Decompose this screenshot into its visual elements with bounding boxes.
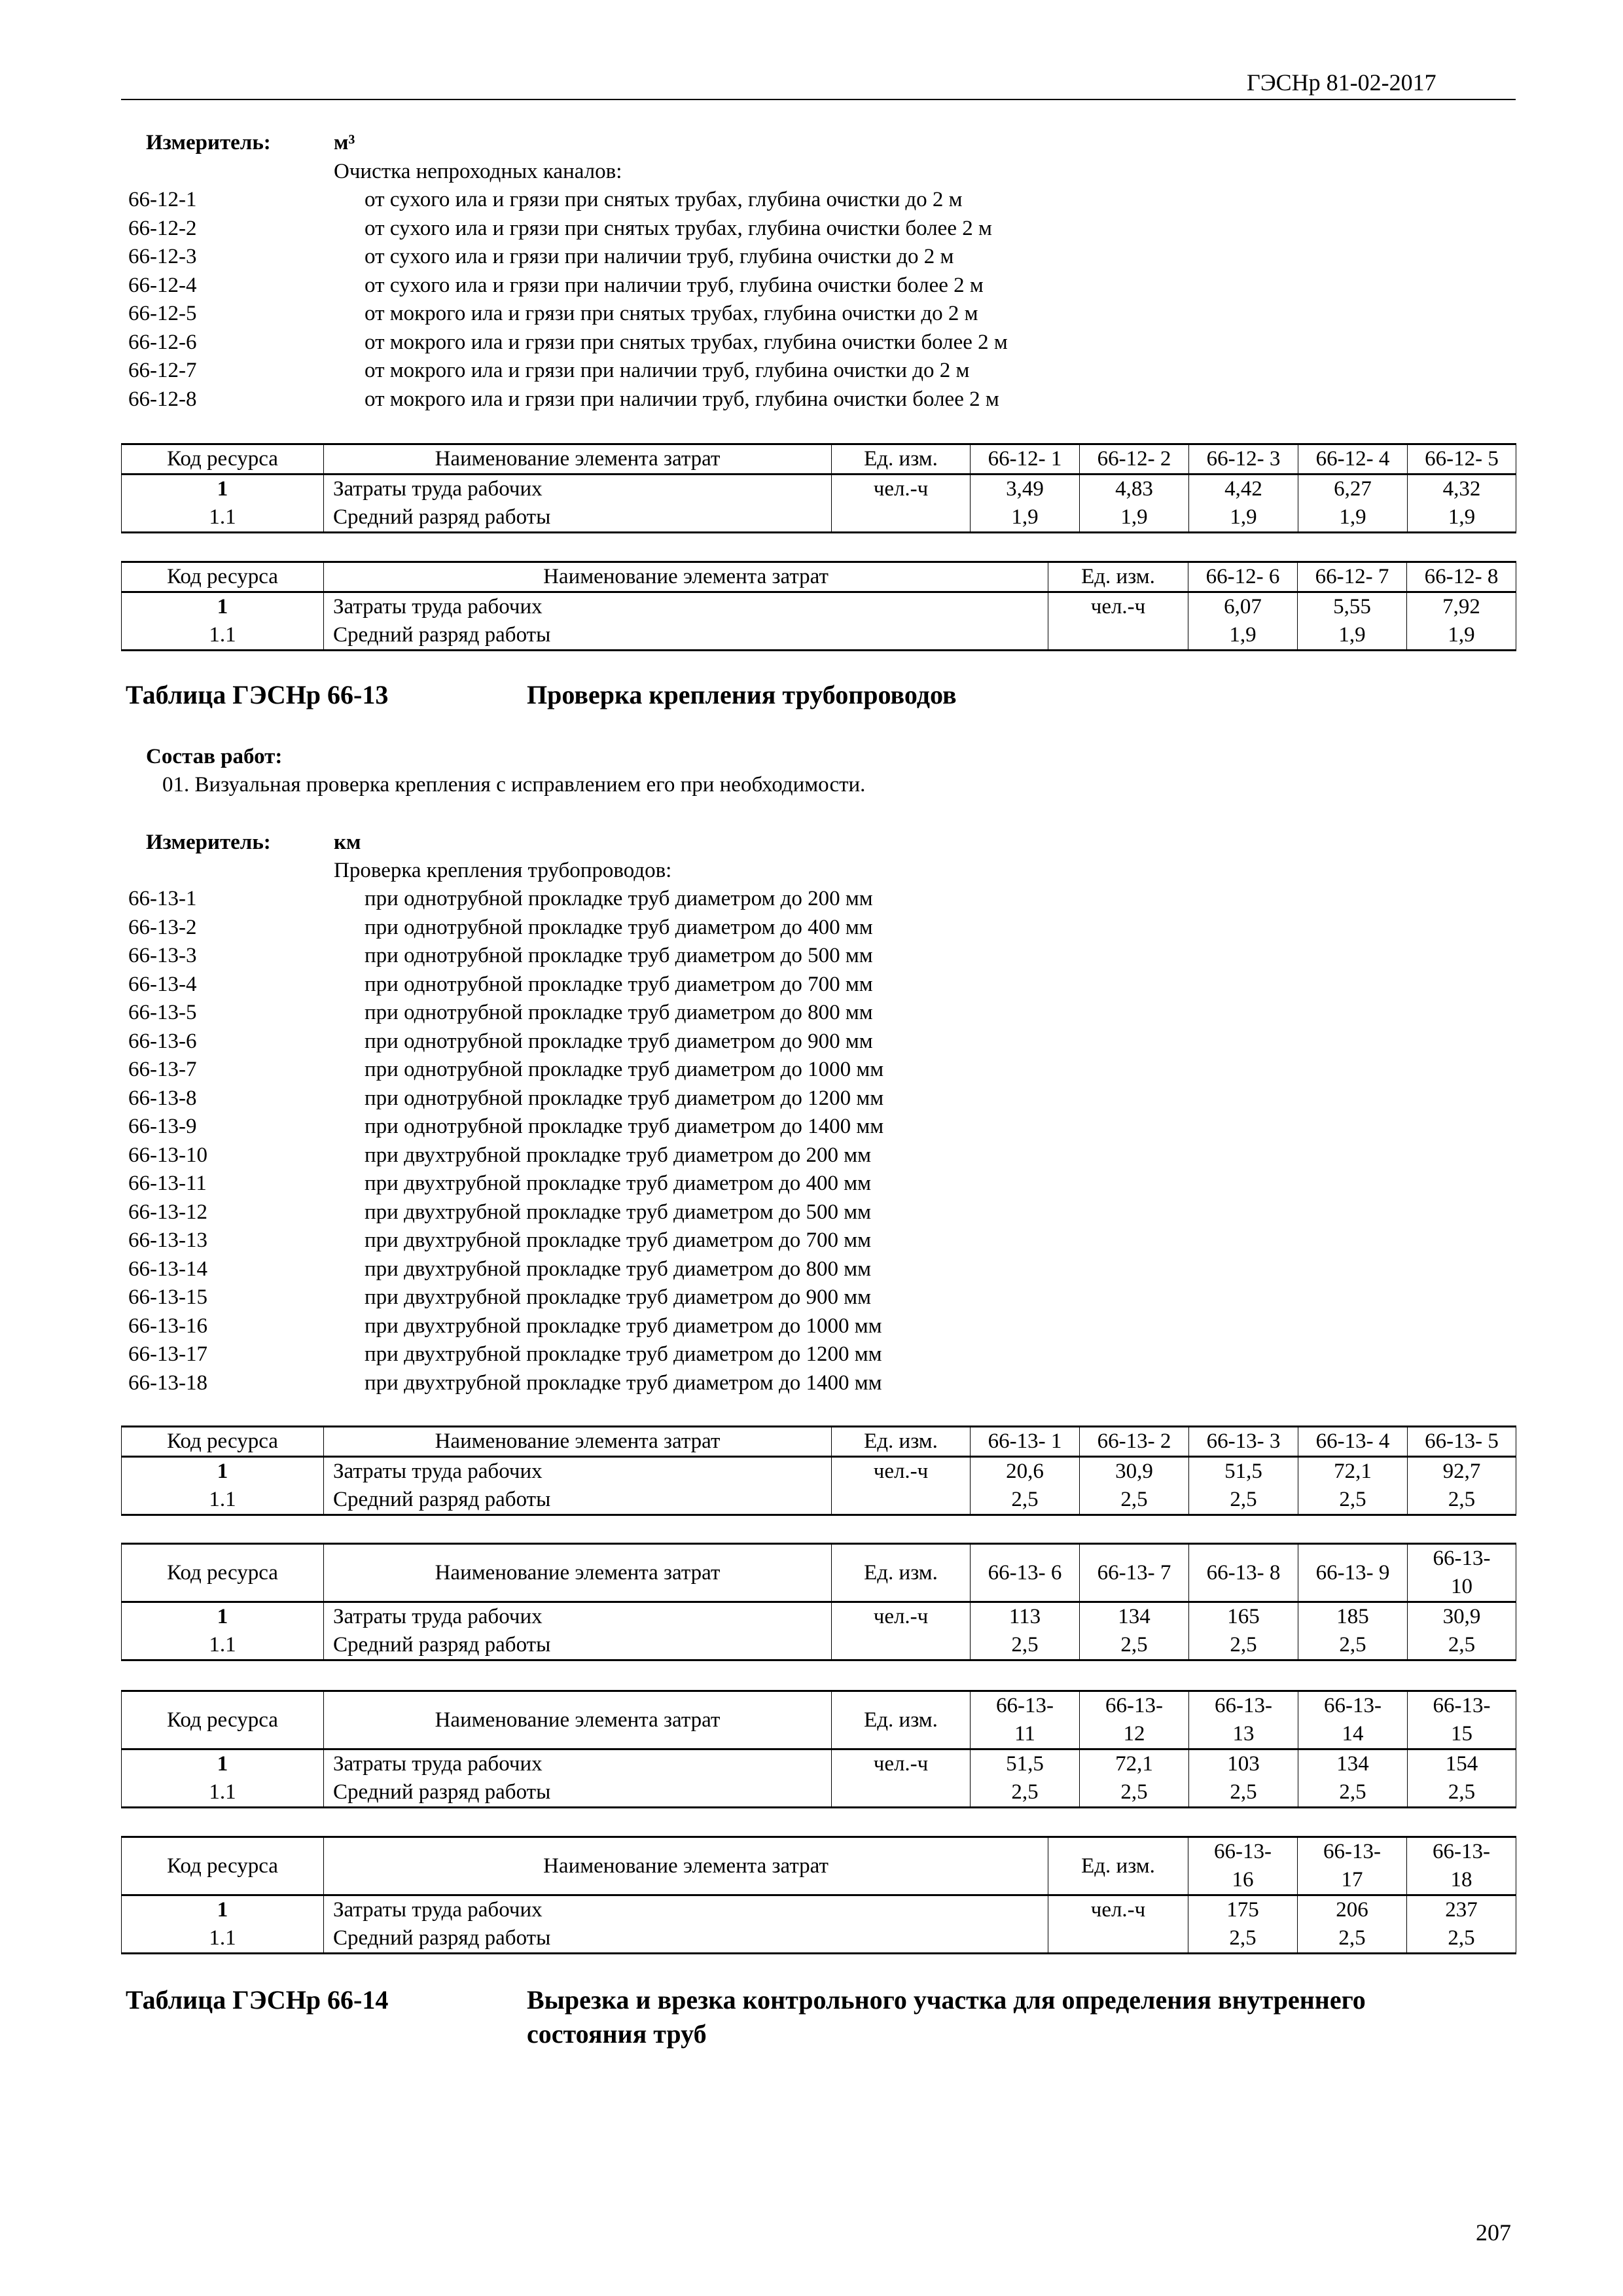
column-header-norm: 66-13- 16 xyxy=(1188,1837,1298,1895)
resource-name: Средний разряд работы xyxy=(324,1486,832,1515)
item-description: при двухтрубной прокладке труб диаметром до 200 мм xyxy=(365,1143,872,1167)
column-header-norm: 66-12- 6 xyxy=(1188,562,1298,592)
norm-value: 2,5 xyxy=(1080,1778,1189,1808)
column-header-norm: 66-13- 10 xyxy=(1408,1544,1516,1602)
norm-value: 1,9 xyxy=(1189,503,1298,533)
item-code: 66-12-8 xyxy=(128,387,197,411)
item-description: при двухтрубной прокладке труб диаметром до 900 мм xyxy=(365,1285,872,1309)
group-title: Очистка непроходных каналов: xyxy=(334,160,622,183)
item-description: при двухтрубной прокладке труб диаметром до 500 мм xyxy=(365,1200,872,1224)
resource-unit: чел.-ч xyxy=(832,475,971,504)
resource-code: 1.1 xyxy=(122,1486,324,1515)
item-code: 66-13-7 xyxy=(128,1058,197,1081)
item-code: 66-13-10 xyxy=(128,1143,207,1167)
column-header-name: Наименование элемента затрат xyxy=(324,1691,832,1749)
header-divider xyxy=(121,99,1516,100)
column-header-unit: Ед. изм. xyxy=(832,1427,971,1457)
table-header-row xyxy=(122,1691,1516,1749)
norm-value: 2,5 xyxy=(1189,1778,1298,1808)
column-header-norm: 66-13- 18 xyxy=(1407,1837,1516,1895)
norm-value: 30,9 xyxy=(1408,1602,1516,1632)
table-header-row xyxy=(122,444,1516,475)
norm-value: 2,5 xyxy=(971,1778,1080,1808)
norm-value: 4,42 xyxy=(1189,475,1298,504)
item-description: от сухого ила и грязи при наличии труб, глубина очистки более 2 м xyxy=(365,273,984,297)
norm-value: 51,5 xyxy=(1189,1457,1298,1486)
column-header-norm: 66-13- 6 xyxy=(971,1544,1080,1602)
table-label-66-13: Таблица ГЭСНр 66-13 xyxy=(126,680,389,709)
item-description: от мокрого ила и грязи при наличии труб, глубина очистки более 2 м xyxy=(365,387,999,411)
resource-table-66-13-b xyxy=(121,1543,1516,1661)
column-header-name: Наименование элемента затрат xyxy=(324,1427,832,1457)
column-header-unit: Ед. изм. xyxy=(1048,1837,1188,1895)
labor-cost-row xyxy=(122,1749,1516,1779)
resource-unit: чел.-ч xyxy=(832,1749,971,1779)
column-header-norm: 66-13- 8 xyxy=(1189,1544,1298,1602)
norm-value: 113 xyxy=(971,1602,1080,1632)
norm-value: 2,5 xyxy=(1189,1486,1298,1515)
measure-unit: км xyxy=(334,831,361,854)
item-description: от мокрого ила и грязи при наличии труб, глубина очистки до 2 м xyxy=(365,359,970,382)
column-header-name: Наименование элемента затрат xyxy=(324,562,1048,592)
table-label-66-14: Таблица ГЭСНр 66-14 xyxy=(126,1985,389,2015)
norm-value: 2,5 xyxy=(1408,1631,1516,1660)
labor-cost-row xyxy=(122,1457,1516,1486)
column-header-unit: Ед. изм. xyxy=(832,444,971,475)
resource-table-66-13-d xyxy=(121,1836,1516,1954)
resource-name: Средний разряд работы xyxy=(324,503,832,533)
norm-value: 1,9 xyxy=(971,503,1080,533)
resource-name: Средний разряд работы xyxy=(324,1778,832,1808)
measure-label: Измеритель: xyxy=(146,831,271,854)
norm-value: 2,5 xyxy=(1408,1778,1516,1808)
item-description: при двухтрубной прокладке труб диаметром до 400 мм xyxy=(365,1172,872,1195)
column-header-norm: 66-13- 5 xyxy=(1408,1427,1516,1457)
resource-name: Затраты труда рабочих xyxy=(324,592,1048,622)
norm-value: 51,5 xyxy=(971,1749,1080,1779)
column-header-unit: Ед. изм. xyxy=(832,1544,971,1602)
item-description: при двухтрубной прокладке труб диаметром до 800 мм xyxy=(365,1257,872,1281)
resource-table-66-13-a xyxy=(121,1426,1516,1516)
column-header-name: Наименование элемента затрат xyxy=(324,1544,832,1602)
item-description: при однотрубной прокладке труб диаметром до 700 мм xyxy=(365,972,873,996)
column-header-norm: 66-13- 4 xyxy=(1298,1427,1408,1457)
item-code: 66-13-16 xyxy=(128,1314,207,1338)
resource-unit xyxy=(1048,1924,1188,1954)
item-code: 66-12-1 xyxy=(128,188,197,211)
item-code: 66-13-18 xyxy=(128,1371,207,1395)
resource-table-66-12-a xyxy=(121,443,1516,533)
column-header-code: Код ресурса xyxy=(122,444,324,475)
item-description: при однотрубной прокладке труб диаметром до 400 мм xyxy=(365,915,873,939)
resource-name: Затраты труда рабочих xyxy=(324,1895,1048,1925)
item-description: при двухтрубной прокладке труб диаметром до 1200 мм xyxy=(365,1342,882,1366)
table-title-66-14-line1: Вырезка и врезка контрольного участка для определения внутреннего xyxy=(527,1985,1366,2015)
item-code: 66-13-6 xyxy=(128,1029,197,1053)
table-header-row xyxy=(122,1427,1516,1457)
norm-value: 2,5 xyxy=(971,1486,1080,1515)
item-description: при однотрубной прокладке труб диаметром до 1000 мм xyxy=(365,1058,884,1081)
labor-cost-row xyxy=(122,475,1516,504)
resource-name: Средний разряд работы xyxy=(324,1924,1048,1954)
resource-unit: чел.-ч xyxy=(832,1602,971,1632)
item-code: 66-13-3 xyxy=(128,944,197,967)
column-header-code: Код ресурса xyxy=(122,562,324,592)
column-header-norm: 66-12- 8 xyxy=(1407,562,1516,592)
labor-cost-row xyxy=(122,1895,1516,1925)
column-header-norm: 66-12- 7 xyxy=(1298,562,1407,592)
column-header-norm: 66-13- 12 xyxy=(1080,1691,1189,1749)
resource-code: 1.1 xyxy=(122,1631,324,1660)
item-code: 66-13-11 xyxy=(128,1172,207,1195)
resource-code: 1.1 xyxy=(122,1778,324,1808)
column-header-code: Код ресурса xyxy=(122,1691,324,1749)
item-code: 66-13-2 xyxy=(128,915,197,939)
item-description: при однотрубной прокладке труб диаметром до 200 мм xyxy=(365,887,873,910)
item-description: при двухтрубной прокладке труб диаметром до 1000 мм xyxy=(365,1314,882,1338)
norm-value: 92,7 xyxy=(1408,1457,1516,1486)
measure-unit: м³ xyxy=(334,131,355,154)
norm-value: 72,1 xyxy=(1298,1457,1408,1486)
item-code: 66-13-4 xyxy=(128,972,197,996)
column-header-norm: 66-13- 3 xyxy=(1189,1427,1298,1457)
column-header-norm: 66-13- 1 xyxy=(971,1427,1080,1457)
column-header-name: Наименование элемента затрат xyxy=(324,444,832,475)
norm-value: 2,5 xyxy=(1188,1924,1298,1954)
item-code: 66-13-17 xyxy=(128,1342,207,1366)
average-grade-row xyxy=(122,1631,1516,1660)
resource-code: 1 xyxy=(122,592,324,622)
norm-value: 1,9 xyxy=(1080,503,1189,533)
column-header-norm: 66-12- 4 xyxy=(1298,444,1408,475)
column-header-norm: 66-12- 2 xyxy=(1080,444,1189,475)
average-grade-row xyxy=(122,1924,1516,1954)
labor-cost-row xyxy=(122,592,1516,622)
average-grade-row xyxy=(122,1778,1516,1808)
norm-value: 7,92 xyxy=(1407,592,1516,622)
item-description: при однотрубной прокладке труб диаметром до 1400 мм xyxy=(365,1115,884,1138)
table-title-66-13: Проверка крепления трубопроводов xyxy=(527,680,957,709)
item-code: 66-12-3 xyxy=(128,245,197,268)
column-header-norm: 66-13- 15 xyxy=(1408,1691,1516,1749)
resource-unit: чел.-ч xyxy=(1048,592,1188,622)
norm-value: 1,9 xyxy=(1407,621,1516,651)
resource-unit: чел.-ч xyxy=(832,1457,971,1486)
column-header-code: Код ресурса xyxy=(122,1544,324,1602)
column-header-name: Наименование элемента затрат xyxy=(324,1837,1048,1895)
norm-value: 103 xyxy=(1189,1749,1298,1779)
norm-value: 1,9 xyxy=(1298,503,1408,533)
item-description: при двухтрубной прокладке труб диаметром до 700 мм xyxy=(365,1229,872,1252)
norm-value: 20,6 xyxy=(971,1457,1080,1486)
item-description: от мокрого ила и грязи при снятых трубах, глубина очистки более 2 м xyxy=(365,330,1008,354)
resource-unit xyxy=(832,1631,971,1660)
item-description: при однотрубной прокладке труб диаметром до 500 мм xyxy=(365,944,873,967)
item-code: 66-12-5 xyxy=(128,302,197,325)
table-header-row xyxy=(122,562,1516,592)
norm-value: 2,5 xyxy=(1189,1631,1298,1660)
column-header-code: Код ресурса xyxy=(122,1837,324,1895)
item-code: 66-13-13 xyxy=(128,1229,207,1252)
item-description: от сухого ила и грязи при снятых трубах, глубина очистки более 2 м xyxy=(365,216,992,240)
item-code: 66-12-7 xyxy=(128,359,197,382)
column-header-norm: 66-13- 13 xyxy=(1189,1691,1298,1749)
column-header-norm: 66-13- 2 xyxy=(1080,1427,1189,1457)
item-code: 66-12-6 xyxy=(128,330,197,354)
resource-code: 1.1 xyxy=(122,621,324,651)
resource-name: Затраты труда рабочих xyxy=(324,475,832,504)
resource-name: Затраты труда рабочих xyxy=(324,1749,832,1779)
item-code: 66-12-4 xyxy=(128,273,197,297)
column-header-unit: Ед. изм. xyxy=(1048,562,1188,592)
norm-value: 1,9 xyxy=(1298,621,1407,651)
item-code: 66-13-5 xyxy=(128,1001,197,1024)
average-grade-row xyxy=(122,503,1516,533)
resource-unit xyxy=(832,503,971,533)
column-header-code: Код ресурса xyxy=(122,1427,324,1457)
norm-value: 2,5 xyxy=(1407,1924,1516,1954)
norm-value: 5,55 xyxy=(1298,592,1407,622)
resource-table-66-12-b xyxy=(121,561,1516,651)
norm-value: 2,5 xyxy=(1298,1924,1407,1954)
norm-value: 134 xyxy=(1080,1602,1189,1632)
norm-value: 30,9 xyxy=(1080,1457,1189,1486)
average-grade-row xyxy=(122,1486,1516,1515)
resource-name: Средний разряд работы xyxy=(324,1631,832,1660)
table-title-66-14-line2: состояния труб xyxy=(527,2019,707,2049)
item-code: 66-13-15 xyxy=(128,1285,207,1309)
norm-value: 3,49 xyxy=(971,475,1080,504)
average-grade-row xyxy=(122,621,1516,651)
norm-value: 4,32 xyxy=(1408,475,1516,504)
column-header-norm: 66-12- 3 xyxy=(1189,444,1298,475)
norm-value: 2,5 xyxy=(1080,1631,1189,1660)
norm-value: 2,5 xyxy=(1298,1631,1408,1660)
resource-code: 1 xyxy=(122,1602,324,1632)
resource-code: 1 xyxy=(122,1457,324,1486)
measure-label: Измеритель: xyxy=(146,131,271,154)
resource-code: 1.1 xyxy=(122,503,324,533)
document-code: ГЭСНр 81-02-2017 xyxy=(1247,69,1436,96)
item-description: при двухтрубной прокладке труб диаметром до 1400 мм xyxy=(365,1371,882,1395)
column-header-norm: 66-13- 11 xyxy=(971,1691,1080,1749)
column-header-norm: 66-13- 17 xyxy=(1298,1837,1407,1895)
resource-name: Затраты труда рабочих xyxy=(324,1457,832,1486)
norm-value: 2,5 xyxy=(1408,1486,1516,1515)
column-header-norm: 66-13- 7 xyxy=(1080,1544,1189,1602)
item-description: при однотрубной прокладке труб диаметром до 800 мм xyxy=(365,1001,873,1024)
column-header-norm: 66-13- 9 xyxy=(1298,1544,1408,1602)
resource-code: 1.1 xyxy=(122,1924,324,1954)
norm-value: 2,5 xyxy=(1298,1778,1408,1808)
group-title: Проверка крепления трубопроводов: xyxy=(334,859,672,882)
norm-value: 154 xyxy=(1408,1749,1516,1779)
table-header-row xyxy=(122,1544,1516,1602)
column-header-norm: 66-13- 14 xyxy=(1298,1691,1408,1749)
norm-value: 4,83 xyxy=(1080,475,1189,504)
item-code: 66-13-14 xyxy=(128,1257,207,1281)
item-description: при однотрубной прокладке труб диаметром до 900 мм xyxy=(365,1029,873,1053)
works-label: Состав работ: xyxy=(146,745,283,768)
resource-code: 1 xyxy=(122,1895,324,1925)
resource-code: 1 xyxy=(122,1749,324,1779)
resource-table-66-13-c xyxy=(121,1690,1516,1808)
norm-value: 72,1 xyxy=(1080,1749,1189,1779)
norm-value: 1,9 xyxy=(1408,503,1516,533)
table-header-row xyxy=(122,1837,1516,1895)
resource-unit xyxy=(832,1486,971,1515)
item-code: 66-13-12 xyxy=(128,1200,207,1224)
resource-name: Средний разряд работы xyxy=(324,621,1048,651)
norm-value: 165 xyxy=(1189,1602,1298,1632)
resource-unit xyxy=(832,1778,971,1808)
item-code: 66-13-1 xyxy=(128,887,197,910)
item-description: при однотрубной прокладке труб диаметром до 1200 мм xyxy=(365,1086,884,1110)
column-header-norm: 66-12- 5 xyxy=(1408,444,1516,475)
column-header-unit: Ед. изм. xyxy=(832,1691,971,1749)
norm-value: 134 xyxy=(1298,1749,1408,1779)
item-description: от сухого ила и грязи при снятых трубах, глубина очистки до 2 м xyxy=(365,188,963,211)
labor-cost-row xyxy=(122,1602,1516,1632)
works-item: 01. Визуальная проверка крепления с исправлением его при необходимости. xyxy=(162,773,866,797)
resource-unit: чел.-ч xyxy=(1048,1895,1188,1925)
norm-value: 6,07 xyxy=(1188,592,1298,622)
item-description: от мокрого ила и грязи при снятых трубах, глубина очистки до 2 м xyxy=(365,302,978,325)
item-code: 66-12-2 xyxy=(128,216,197,240)
norm-value: 206 xyxy=(1298,1895,1407,1925)
resource-code: 1 xyxy=(122,475,324,504)
norm-value: 2,5 xyxy=(1080,1486,1189,1515)
norm-value: 2,5 xyxy=(971,1631,1080,1660)
item-code: 66-13-8 xyxy=(128,1086,197,1110)
norm-value: 175 xyxy=(1188,1895,1298,1925)
item-code: 66-13-9 xyxy=(128,1115,197,1138)
page-number: 207 xyxy=(1476,2219,1511,2246)
norm-value: 185 xyxy=(1298,1602,1408,1632)
norm-value: 2,5 xyxy=(1298,1486,1408,1515)
norm-value: 1,9 xyxy=(1188,621,1298,651)
column-header-norm: 66-12- 1 xyxy=(971,444,1080,475)
norm-value: 237 xyxy=(1407,1895,1516,1925)
resource-unit xyxy=(1048,621,1188,651)
item-description: от сухого ила и грязи при наличии труб, глубина очистки до 2 м xyxy=(365,245,954,268)
resource-name: Затраты труда рабочих xyxy=(324,1602,832,1632)
norm-value: 6,27 xyxy=(1298,475,1408,504)
